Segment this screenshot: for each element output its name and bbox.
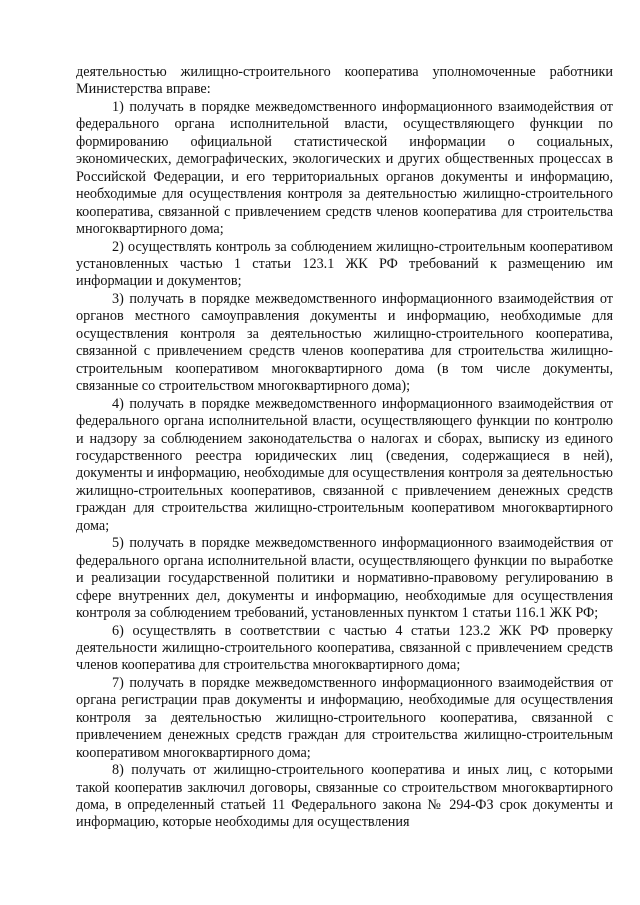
paragraph-item-3: 3) получать в порядке межведомственного информационного взаимодействия от органов местного самоуправления документы и информацию, необходимые для осуществления контроля за деятельностью жилищно-строительного кооператива, связанной с привлечением средств членов кооператива для строительства жилищно-строительным кооперативом многоквартирного дома (в том числе документы, связанные со строительством многоквартирного дома);: [76, 290, 613, 395]
paragraph-item-4: 4) получать в порядке межведомственного информационного взаимодействия от федерального органа исполнительной власти, осуществляющего функции по контролю и надзору за соблюдением законодательства о налогах и сборах, выписку из единого государственного реестра юридических лиц (сведения, содержащиеся в ней), документы и информацию, необходимые для осуществления контроля за деятельностью жилищно-строительных кооперативов, связанной с привлечением денежных средств граждан для строительства жилищно-строительным кооперативом многоквартирного дома;: [76, 395, 613, 534]
paragraph-item-6: 6) осуществлять в соответствии с частью 4 статьи 123.2 ЖК РФ проверку деятельности жилищно-строительного кооператива, связанной с привлечением средств членов кооператива для строительства многоквартирного дома;: [76, 622, 613, 674]
paragraph-item-1: 1) получать в порядке межведомственного информационного взаимодействия от федерального органа исполнительной власти, осуществляющего функции по формированию официальной статистической информации о социальных, экономических, демографических, экологических и других общественных процессах в Российской Федерации, и его территориальных органов документы и информацию, необходимые для осуществления контроля за деятельностью жилищно-строительного кооператива, связанной с привлечением средств членов кооператива для строительства многоквартирного дома;: [76, 98, 613, 238]
paragraph-item-2: 2) осуществлять контроль за соблюдением жилищно-строительным кооперативом установленных частью 1 статьи 123.1 ЖК РФ требований к размещению им информации и документов;: [76, 238, 613, 290]
paragraph-item-5: 5) получать в порядке межведомственного информационного взаимодействия от федерального органа исполнительной власти, осуществляющего функции по выработке и реализации государственной политики и нормативно-правовому регулированию в сфере внутренних дел, документы и информацию, необходимые для осуществления контроля за соблюдением требований, установленных пунктом 1 статьи 116.1 ЖК РФ;: [76, 535, 613, 622]
paragraph-item-8: 8) получать от жилищно-строительного кооператива и иных лиц, с которыми такой кооператив заключил договоры, связанные со строительством многоквартирного дома, в определенный статьей 11 Федерального закона № 294-ФЗ срок документы и информацию, которые необходимы для осуществления: [76, 762, 613, 831]
paragraph-continuation: деятельностью жилищно-строительного кооператива уполномоченные работники Министерства вправе:: [76, 64, 613, 98]
document-body: [76, 64, 613, 832]
paragraph-item-7: 7) получать в порядке межведомственного информационного взаимодействия от органа регистрации прав документы и информацию, необходимые для осуществления контроля за деятельностью жилищно-строительного кооператива, связанной с привлечением денежных средств граждан для строительства жилищно-строительным кооперативом многоквартирного дома;: [76, 674, 613, 761]
